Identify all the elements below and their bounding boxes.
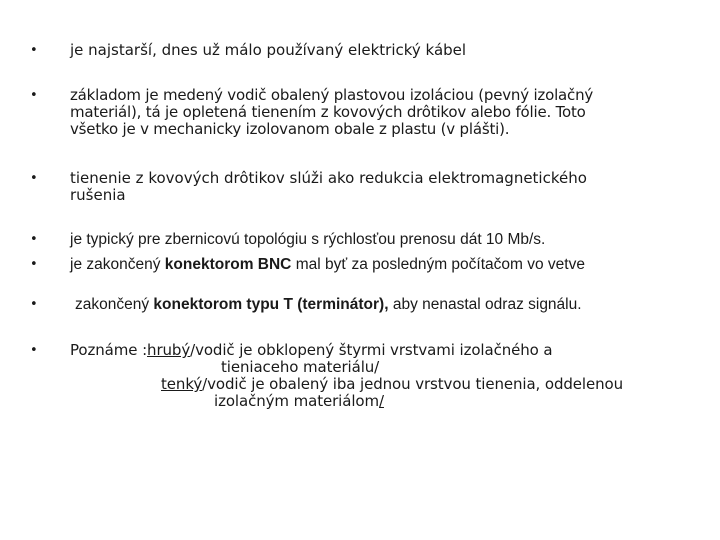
bullet-text: [70, 170, 690, 204]
text-run: je zakončený: [70, 256, 165, 273]
underlined-slash: /: [379, 392, 384, 410]
bullet-5: [30, 256, 690, 273]
text-run: aby nenastal odraz signálu.: [388, 296, 582, 313]
bullet-line: [70, 393, 690, 410]
bullet-text: [70, 87, 690, 138]
bullet-dot: •: [30, 232, 38, 247]
underlined-term: hrubý: [147, 341, 191, 359]
bullet-dot: •: [30, 171, 38, 186]
text-run: mal byť za posledným počítačom vo vetve: [291, 256, 585, 273]
bullet-6: [30, 296, 690, 313]
text-run: Poznáme :: [70, 341, 148, 359]
bullet-text: je najstarší, dnes už málo používaný elektrický kábel: [70, 41, 467, 59]
bullet-dot: •: [30, 297, 38, 312]
bold-run: konektorom BNC: [164, 256, 292, 273]
bullet-text: [70, 342, 690, 410]
bullet-4: [30, 231, 690, 248]
bullet-line: tienenie z kovových drôtikov slúži ako redukcia elektromagnetického: [70, 169, 587, 187]
bullet-line: základom je medený vodič obalený plastovou izoláciou (pevný izolačný: [70, 86, 594, 104]
bullet-2: [30, 87, 690, 138]
text-run: /vodič je obalený iba jednou vrstvou tienenia, oddelenou: [202, 375, 624, 393]
bullet-text: [75, 296, 690, 313]
bold-run: konektorom typu T (terminátor),: [153, 296, 389, 313]
bullet-line: [70, 342, 690, 359]
bullet-3: [30, 170, 690, 204]
bullet-text: [70, 256, 690, 273]
bullet-dot: •: [30, 257, 38, 272]
bullet-line: všetko je v mechanicky izolovanom obale z plastu (v plášti).: [70, 120, 510, 138]
text-run: zakončený: [75, 296, 154, 313]
bullet-line: materiál), tá je opletená tienením z kovových drôtikov alebo fólie. Toto: [70, 103, 586, 121]
bullet-text: je typický pre zbernicovú topológiu s rýchlosťou prenosu dát 10 Mb/s.: [70, 231, 546, 248]
bullet-line: rušenia: [70, 186, 126, 204]
bullet-dot: •: [30, 343, 38, 358]
bullet-7: [30, 342, 690, 410]
bullet-dot: •: [30, 88, 38, 103]
text-run: izolačným materiálom: [214, 392, 379, 410]
bullet-line: tieniaceho materiálu/: [221, 358, 380, 376]
text-run: /vodič je obklopený štyrmi vrstvami izolačného a: [190, 341, 553, 359]
bullet-1: [30, 42, 690, 59]
bullet-line: [70, 376, 690, 393]
bullet-dot: •: [30, 43, 38, 58]
underlined-term: tenký: [161, 375, 203, 393]
